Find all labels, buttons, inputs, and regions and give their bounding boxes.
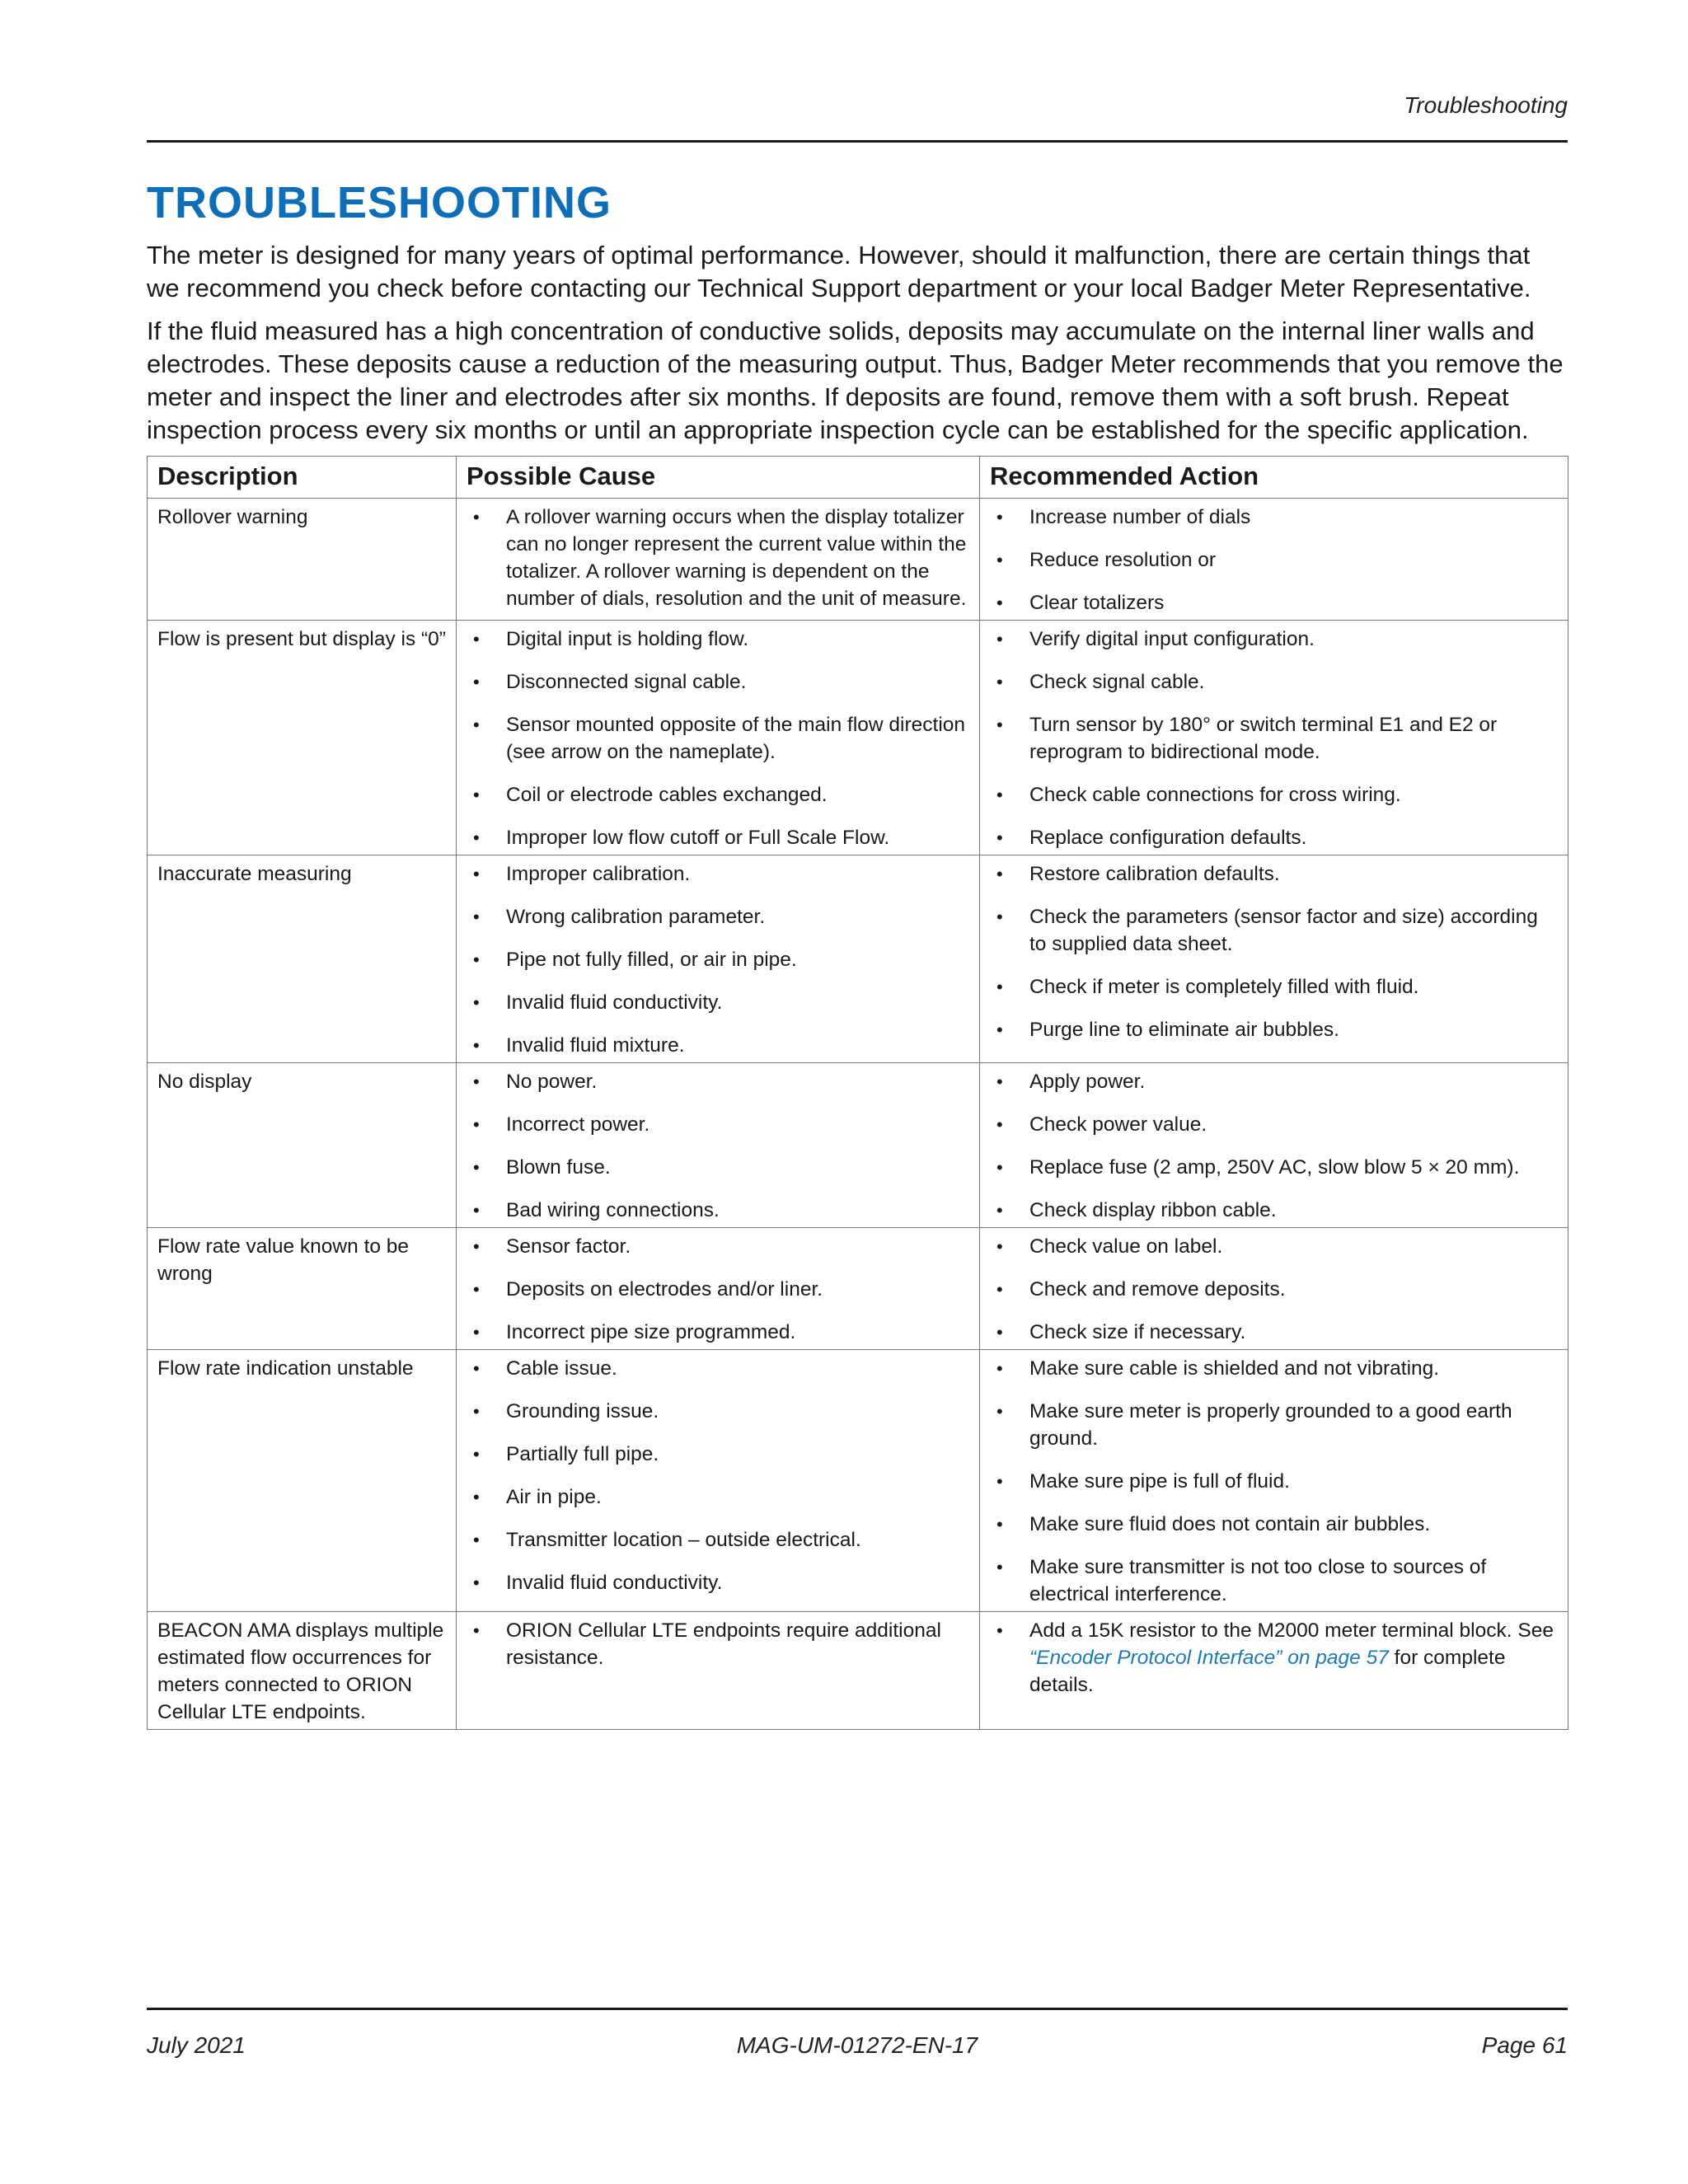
cause-item: • Cable issue. bbox=[467, 1355, 969, 1382]
action-text: for complete details. bbox=[1029, 1647, 1506, 1696]
action-list bbox=[990, 1233, 1558, 1346]
cause-item: • Incorrect pipe size programmed. bbox=[467, 1319, 969, 1346]
cause-item: • Improper calibration. bbox=[467, 860, 969, 888]
troubleshooting-table bbox=[147, 456, 1568, 1730]
section-title: TROUBLESHOOTING bbox=[147, 178, 612, 227]
cause-cell bbox=[457, 1612, 980, 1730]
intro-paragraph-1: The meter is designed for many years of optimal performance. However, should it malfunction, there are certain things that we recommend you check before contacting our Technical Support department or your local Badger Meter Representative. bbox=[147, 241, 1531, 302]
action-item: • Check if meter is completely filled with fluid. bbox=[990, 973, 1558, 1001]
action-cell bbox=[980, 1063, 1568, 1228]
footer-page-number: Page 61 bbox=[1481, 2032, 1568, 2058]
action-item: • Check value on label. bbox=[990, 1233, 1558, 1260]
action-cell bbox=[980, 621, 1568, 855]
action-list bbox=[990, 1068, 1558, 1224]
action-item: • Check the parameters (sensor factor and size) according to supplied data sheet. bbox=[990, 903, 1558, 958]
action-item: • Make sure meter is properly grounded to a good earth ground. bbox=[990, 1398, 1558, 1452]
cause-cell bbox=[457, 1350, 980, 1612]
cause-item: • Invalid fluid mixture. bbox=[467, 1032, 969, 1059]
cause-item: • No power. bbox=[467, 1068, 969, 1095]
action-item bbox=[990, 1617, 1558, 1699]
cause-cell bbox=[457, 1063, 980, 1228]
cause-item: • Transmitter location – outside electrical. bbox=[467, 1526, 969, 1554]
table-row bbox=[148, 1612, 1568, 1730]
cause-item: • A rollover warning occurs when the display totalizer can no longer represent the current value within the totalizer. A rollover warning is dependent on the number of dials, resolution and the unit of measure. bbox=[467, 504, 969, 612]
cause-item: • Deposits on electrodes and/or liner. bbox=[467, 1276, 969, 1303]
action-list bbox=[990, 626, 1558, 851]
action-list bbox=[990, 860, 1558, 1043]
action-item: • Replace configuration defaults. bbox=[990, 824, 1558, 851]
action-list bbox=[990, 1617, 1558, 1699]
table-row bbox=[148, 621, 1568, 855]
action-item: • Check size if necessary. bbox=[990, 1319, 1558, 1346]
cause-item: • Incorrect power. bbox=[467, 1111, 969, 1138]
action-item: • Make sure fluid does not contain air bubbles. bbox=[990, 1511, 1558, 1538]
cause-item: • Improper low flow cutoff or Full Scale Flow. bbox=[467, 824, 969, 851]
description-cell: Flow rate indication unstable bbox=[148, 1350, 457, 1612]
description-cell: Inaccurate measuring bbox=[148, 855, 457, 1063]
intro-paragraph-2: If the fluid measured has a high concentration of conductive solids, deposits may accumulate on the internal liner walls and electrodes. These deposits cause a reduction of the measuring output. Thus, Badger Meter recommends that you remove the meter and inspect the liner and electrodes after six months. If deposits are found, remove them with a soft brush. Repeat inspection process every six months or until an appropriate inspection cycle can be established for the specific application. bbox=[147, 316, 1564, 444]
action-item: • Turn sensor by 180° or switch terminal E1 and E2 or reprogram to bidirectional mode. bbox=[990, 711, 1558, 766]
description-cell: Rollover warning bbox=[148, 499, 457, 621]
cause-list bbox=[467, 1233, 969, 1346]
action-item: • Check display ribbon cable. bbox=[990, 1197, 1558, 1224]
cause-item: • Bad wiring connections. bbox=[467, 1197, 969, 1224]
cause-item: • Air in pipe. bbox=[467, 1483, 969, 1511]
action-item: • Check power value. bbox=[990, 1111, 1558, 1138]
cause-item: • Sensor mounted opposite of the main flow direction (see arrow on the nameplate). bbox=[467, 711, 969, 766]
cause-list bbox=[467, 626, 969, 851]
cause-item: • Partially full pipe. bbox=[467, 1441, 969, 1468]
table-header-row bbox=[148, 457, 1568, 499]
description-cell: No display bbox=[148, 1063, 457, 1228]
action-list bbox=[990, 1355, 1558, 1608]
action-cell bbox=[980, 1228, 1568, 1350]
action-list bbox=[990, 504, 1558, 616]
header-recommended-action: Recommended Action bbox=[980, 457, 1568, 499]
action-item: • Replace fuse (2 amp, 250V AC, slow blow 5 × 20 mm). bbox=[990, 1154, 1558, 1181]
intro-text bbox=[147, 239, 1568, 457]
footer-date: July 2021 bbox=[147, 2032, 246, 2058]
table-row bbox=[148, 1063, 1568, 1228]
header-rule bbox=[147, 140, 1568, 143]
cause-item: • Invalid fluid conductivity. bbox=[467, 989, 969, 1016]
action-item: • Check and remove deposits. bbox=[990, 1276, 1558, 1303]
footer-rule bbox=[147, 2008, 1568, 2010]
action-item: • Increase number of dials bbox=[990, 504, 1558, 531]
action-item: • Make sure pipe is full of fluid. bbox=[990, 1468, 1558, 1495]
cause-list bbox=[467, 1355, 969, 1596]
cause-list bbox=[467, 1617, 969, 1671]
cause-cell bbox=[457, 1228, 980, 1350]
action-text: Add a 15K resistor to the M2000 meter terminal block. See bbox=[1029, 1619, 1554, 1642]
action-cell bbox=[980, 1612, 1568, 1730]
action-item: • Check cable connections for cross wiring. bbox=[990, 781, 1558, 808]
table-row bbox=[148, 855, 1568, 1063]
action-cell bbox=[980, 1350, 1568, 1612]
cause-item: • Coil or electrode cables exchanged. bbox=[467, 781, 969, 808]
cause-list bbox=[467, 1068, 969, 1224]
action-item: • Check signal cable. bbox=[990, 668, 1558, 696]
description-cell: Flow rate value known to be wrong bbox=[148, 1228, 457, 1350]
cause-cell bbox=[457, 621, 980, 855]
action-item: • Verify digital input configuration. bbox=[990, 626, 1558, 653]
cause-item: • Disconnected signal cable. bbox=[467, 668, 969, 696]
cause-item: • Digital input is holding flow. bbox=[467, 626, 969, 653]
table-row bbox=[148, 1350, 1568, 1612]
action-item: • Reduce resolution or bbox=[990, 546, 1558, 574]
table-row bbox=[148, 499, 1568, 621]
table-body bbox=[148, 499, 1568, 1730]
action-cell bbox=[980, 855, 1568, 1063]
running-header: Troubleshooting bbox=[1404, 92, 1568, 118]
header-possible-cause: Possible Cause bbox=[457, 457, 980, 499]
cause-list bbox=[467, 504, 969, 612]
action-cell bbox=[980, 499, 1568, 621]
action-item: • Clear totalizers bbox=[990, 589, 1558, 616]
cause-item: • Invalid fluid conductivity. bbox=[467, 1569, 969, 1596]
cause-item: • Grounding issue. bbox=[467, 1398, 969, 1425]
description-cell: Flow is present but display is “0” bbox=[148, 621, 457, 855]
header-description: Description bbox=[148, 457, 457, 499]
cause-list bbox=[467, 860, 969, 1059]
action-item: • Restore calibration defaults. bbox=[990, 860, 1558, 888]
footer-doc-number: MAG-UM-01272-EN-17 bbox=[736, 2032, 978, 2058]
cause-item: • Sensor factor. bbox=[467, 1233, 969, 1260]
cause-cell bbox=[457, 499, 980, 621]
cross-reference-link[interactable]: “Encoder Protocol Interface” on page 57 bbox=[1029, 1647, 1389, 1669]
description-cell: BEACON AMA displays multiple estimated flow occurrences for meters connected to ORION Cellular LTE endpoints. bbox=[148, 1612, 457, 1730]
cause-item: • Wrong calibration parameter. bbox=[467, 903, 969, 930]
action-item: • Apply power. bbox=[990, 1068, 1558, 1095]
action-item: • Make sure cable is shielded and not vibrating. bbox=[990, 1355, 1558, 1382]
cause-item: • ORION Cellular LTE endpoints require additional resistance. bbox=[467, 1617, 969, 1671]
action-item: • Purge line to eliminate air bubbles. bbox=[990, 1016, 1558, 1043]
table-row bbox=[148, 1228, 1568, 1350]
cause-item: • Pipe not fully filled, or air in pipe. bbox=[467, 946, 969, 973]
cause-item: • Blown fuse. bbox=[467, 1154, 969, 1181]
action-item: • Make sure transmitter is not too close to sources of electrical interference. bbox=[990, 1554, 1558, 1608]
cause-cell bbox=[457, 855, 980, 1063]
